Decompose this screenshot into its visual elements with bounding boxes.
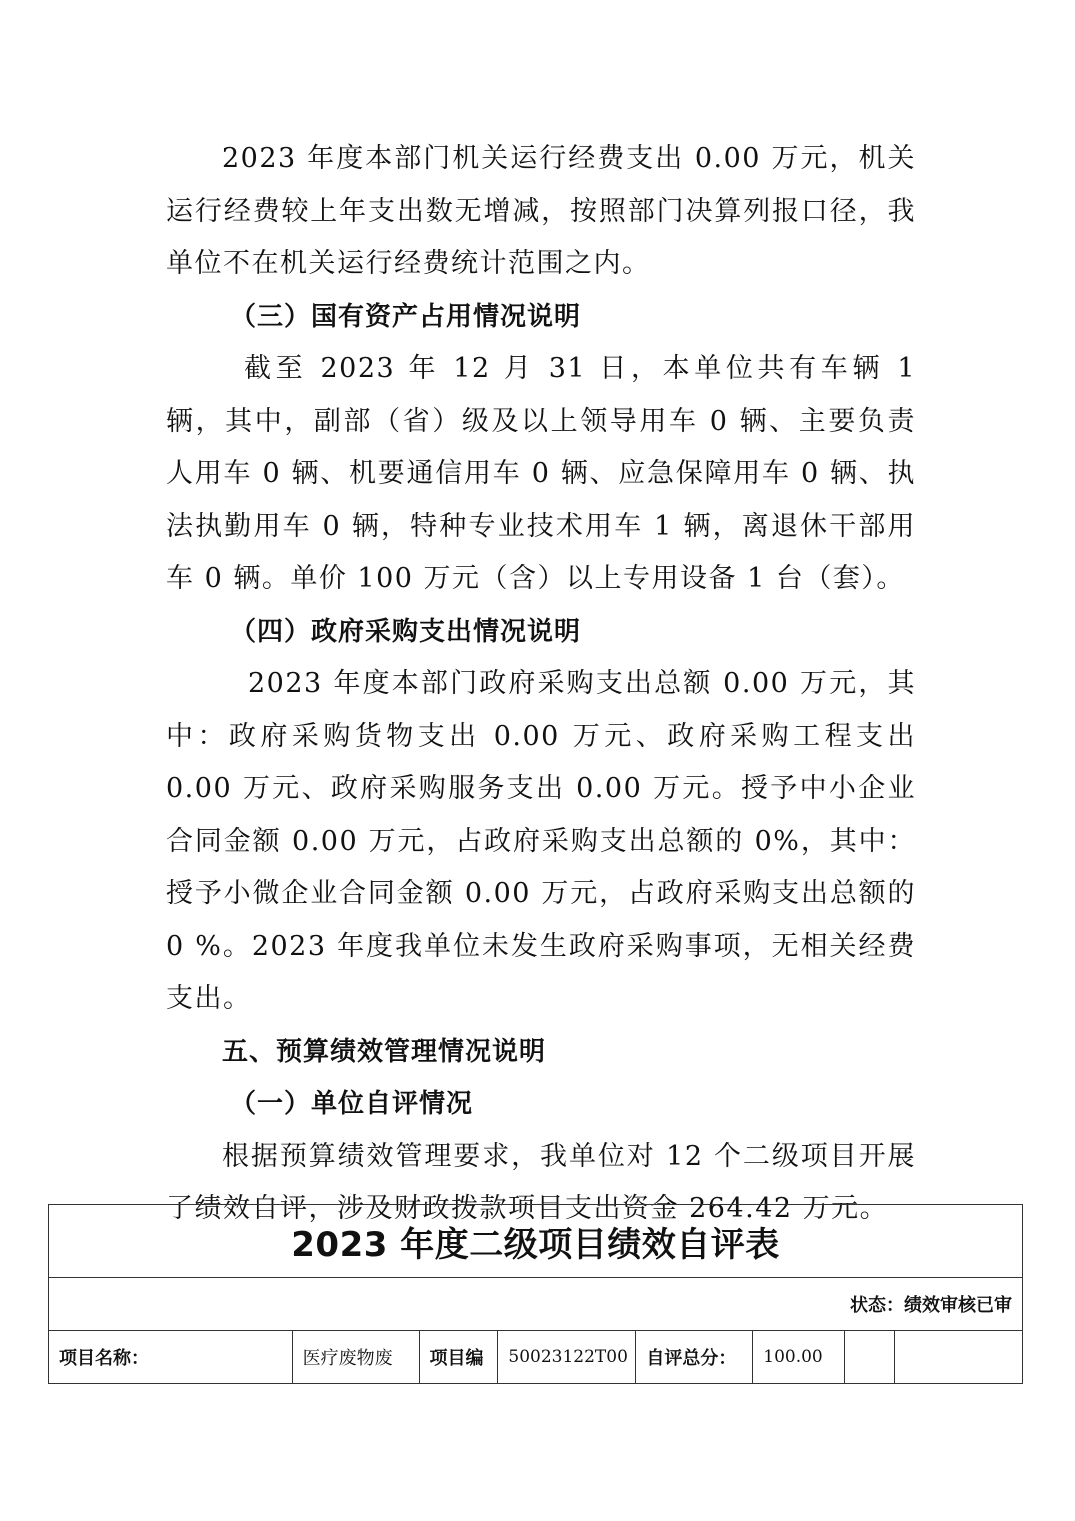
heading-government-procurement: （四）政府采购支出情况说明: [230, 616, 582, 647]
heading-state-assets: （三）国有资产占用情况说明: [230, 301, 582, 332]
table-row: [49, 1331, 1023, 1384]
paragraph-self-evaluation: 根据预算绩效管理要求，我单位对 12 个二级项目开展了绩效自评，涉及财政拨款项目支出资金 264.42 万元。: [166, 1140, 916, 1224]
paragraph-operating-expenses: 2023 年度本部门机关运行经费支出 0.00 万元，机关运行经费较上年支出数无增减，按照部门决算列报口径，我单位不在机关运行经费统计范围之内。: [166, 143, 916, 279]
empty-cell: [895, 1331, 1023, 1384]
body-text: [166, 133, 916, 1236]
status-badge: 状态：绩效审核已审: [49, 1278, 1023, 1331]
empty-cell: [845, 1331, 895, 1384]
heading-performance-management: 五、预算绩效管理情况说明: [222, 1036, 547, 1067]
heading-self-evaluation: （一）单位自评情况: [230, 1089, 474, 1119]
project-code-label: 项目编: [419, 1331, 498, 1384]
project-name-value: 医疗废物废: [292, 1331, 419, 1384]
table-title: 2023 年度二级项目绩效自评表: [49, 1205, 1023, 1278]
self-score-value: 100.00: [753, 1331, 845, 1384]
project-name-label: 项目名称：: [49, 1331, 293, 1384]
self-evaluation-table: [48, 1204, 1023, 1384]
paragraph-government-procurement: 2023 年度本部门政府采购支出总额 0.00 万元，其中：政府采购货物支出 0.00 万元、政府采购工程支出 0.00 万元、政府采购服务支出 0.00 万元。授予中小企业合同金额 0.00 万元，占政府采购支出总额的 0%，其中：授予小微企业合同金额 0.00 万元，占政府采购支出总额的 0 %。2023 年度我单位未发生政府采购事项，无相关经费支出。: [166, 668, 916, 1014]
paragraph-state-assets: 截至 2023 年 12 月 31 日，本单位共有车辆 1 辆，其中，副部（省）级及以上领导用车 0 辆、主要负责人用车 0 辆、机要通信用车 0 辆、应急保障用车 0 辆、执法执勤用车 0 辆，特种专业技术用车 1 辆，离退休干部用车 0 辆。单价 100 万元（含）以上专用设备 1 台（套）。: [166, 353, 916, 594]
self-score-label: 自评总分：: [636, 1331, 753, 1384]
project-code-value: 50023122T00: [498, 1331, 636, 1384]
